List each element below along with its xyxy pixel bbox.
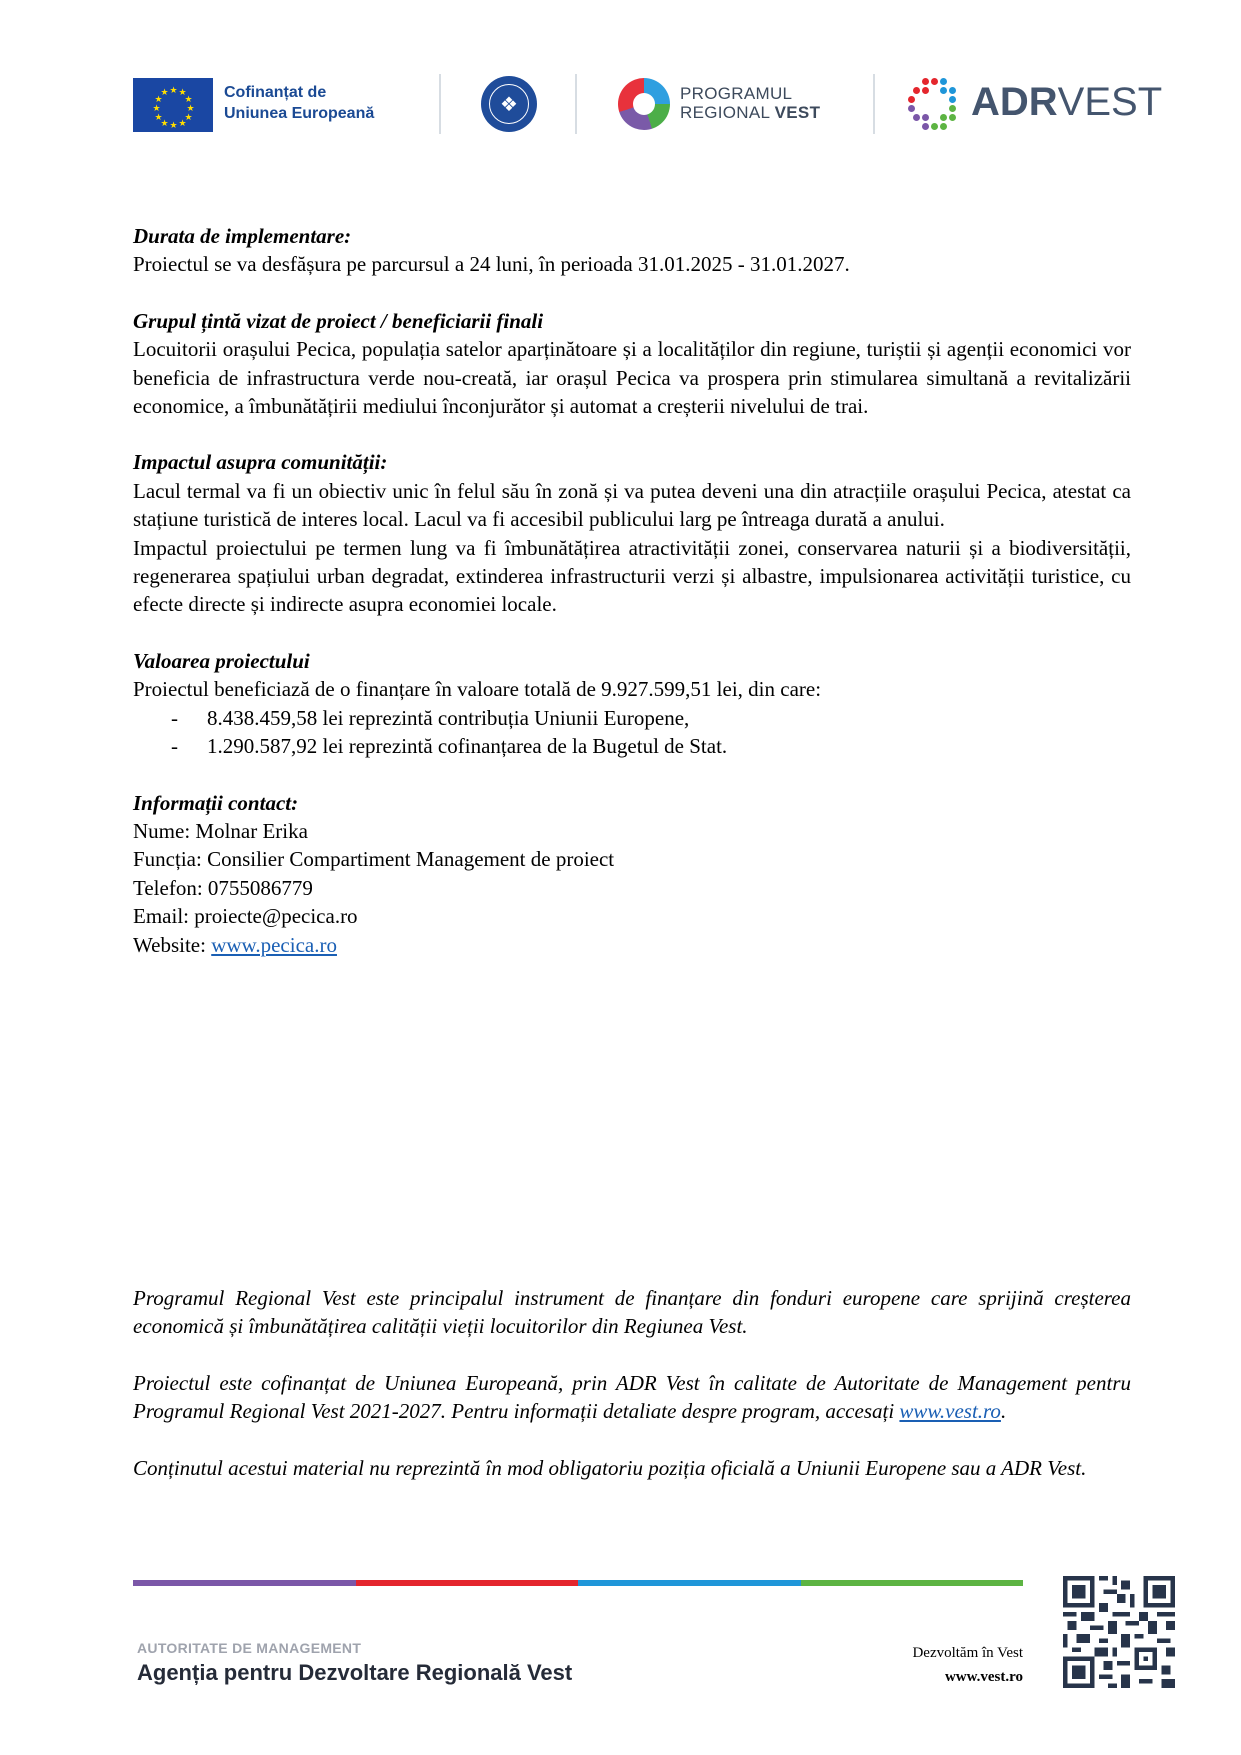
eu-flag-logo: ★ ★ ★ ★ ★ ★ ★ ★ ★ ★ ★ ★	[133, 78, 213, 132]
disclaimer-paragraph-2: Proiectul este cofinanțat de Uniunea Europeană, prin ADR Vest în calitate de Autoritate de Management pentru Programul Regional Vest 2021-2027. Pentru informații detaliate despre program, accesați www.vest.ro.	[133, 1370, 1131, 1424]
rule-segment-purple	[133, 1580, 356, 1586]
list-item: - 8.438.459,58 lei reprezintă contribuția Uniunii Europene,	[171, 705, 690, 730]
list-item: - 1.290.587,92 lei reprezintă cofinanțarea de la Bugetul de Stat.	[171, 734, 728, 759]
impact-text-2: Impactul proiectului pe termen lung va fi îmbunătățirea atractivității zonei, conservarea naturii și a biodiversității, regenerarea spațiului urban degradat, extinderea infrastructurii verzi și albastre, impulsionarea activității turistice, cu efecte directe și indirecte asupra economiei locale.	[133, 535, 1131, 617]
adr-vest-label: ADRVEST	[971, 80, 1163, 124]
disclaimer-paragraph-3: Conținutul acestui material nu reprezintă în mod obligatoriu poziția oficială a Uniunii Europene sau a ADR Vest.	[133, 1455, 1087, 1480]
project-value-heading: Valoarea proiectului	[133, 648, 310, 673]
duration-heading: Durata de implementare:	[133, 224, 352, 248]
romanian-government-seal-icon: ❖	[481, 76, 537, 132]
project-value-intro: Proiectul beneficiază de o finanțare în valoare totală de 9.927.599,51 lei, din care:	[133, 677, 822, 702]
target-group-text: Locuitorii orașului Pecica, populația satelor aparținătoare și a localităților din regiune, turiștii și agenții economici vor beneficia de infrastructura verde nou-creată, iar orașul Pecica va prospera prin stimularea simultană a revitalizării economice, a îmbunătățirii mediului înconjurător și automat a creșterii nivelului de trai.	[133, 337, 1131, 419]
website-link[interactable]: www.pecica.ro	[211, 932, 337, 957]
contact-name: Nume: Molnar Erika	[133, 818, 308, 843]
target-group-heading: Grupul țintă vizat de proiect / beneficiarii finali	[133, 308, 544, 333]
logo-divider	[575, 74, 577, 134]
footer-slogan: Dezvoltăm în Vest www.vest.ro	[912, 1641, 1023, 1689]
header-logos	[133, 72, 1163, 138]
programul-regional-vest-label: PROGRAMUL REGIONAL VEST	[680, 84, 821, 122]
logo-divider	[439, 74, 441, 134]
programul-regional-vest-logo-icon	[618, 78, 670, 130]
eu-cofinancing-label: Cofinanțat de Uniunea Europeană	[224, 84, 375, 122]
rule-segment-red	[356, 1580, 579, 1586]
agency-name: Agenția pentru Dezvoltare Regională Vest	[137, 1660, 573, 1685]
rule-segment-green	[801, 1580, 1024, 1586]
logo-divider	[873, 74, 875, 134]
contact-website: Website: www.pecica.ro	[133, 932, 337, 957]
impact-text-1: Lacul termal va fi un obiectiv unic în felul său în zonă și va putea deveni una din atracțiile orașului Pecica, atestat ca stațiune turistică de interes local. Lacul va fi accesibil publicului larg pe întreaga durată a anului.	[133, 478, 1131, 532]
adr-vest-dots-icon	[908, 78, 960, 130]
footer-color-rule	[133, 1580, 1023, 1586]
footer-website: www.vest.ro	[944, 1669, 1023, 1685]
contact-role: Funcția: Consilier Compartiment Management de proiect	[133, 847, 615, 872]
contact-phone: Telefon: 0755086779	[133, 875, 313, 900]
qr-code-icon	[1063, 1576, 1175, 1688]
contact-heading: Informații contact:	[133, 790, 299, 815]
rule-segment-blue	[578, 1580, 801, 1586]
disclaimer	[133, 1284, 1131, 1482]
document-body	[133, 222, 1131, 959]
authority-label: AUTORITATE DE MANAGEMENT	[137, 1640, 362, 1656]
duration-text: Proiectul se va desfășura pe parcursul a 24 luni, în perioada 31.01.2025 - 31.01.2027.	[133, 252, 850, 277]
contact-email: Email: proiecte@pecica.ro	[133, 904, 358, 929]
vest-website-link[interactable]: www.vest.ro	[899, 1399, 1001, 1424]
impact-heading: Impactul asupra comunității:	[133, 450, 388, 475]
disclaimer-paragraph-1: Programul Regional Vest este principalul instrument de finanțare din fonduri europene care sprijină creșterea economică și îmbunătățirea calității vieții locuitorilor din Regiunea Vest.	[133, 1286, 1131, 1339]
